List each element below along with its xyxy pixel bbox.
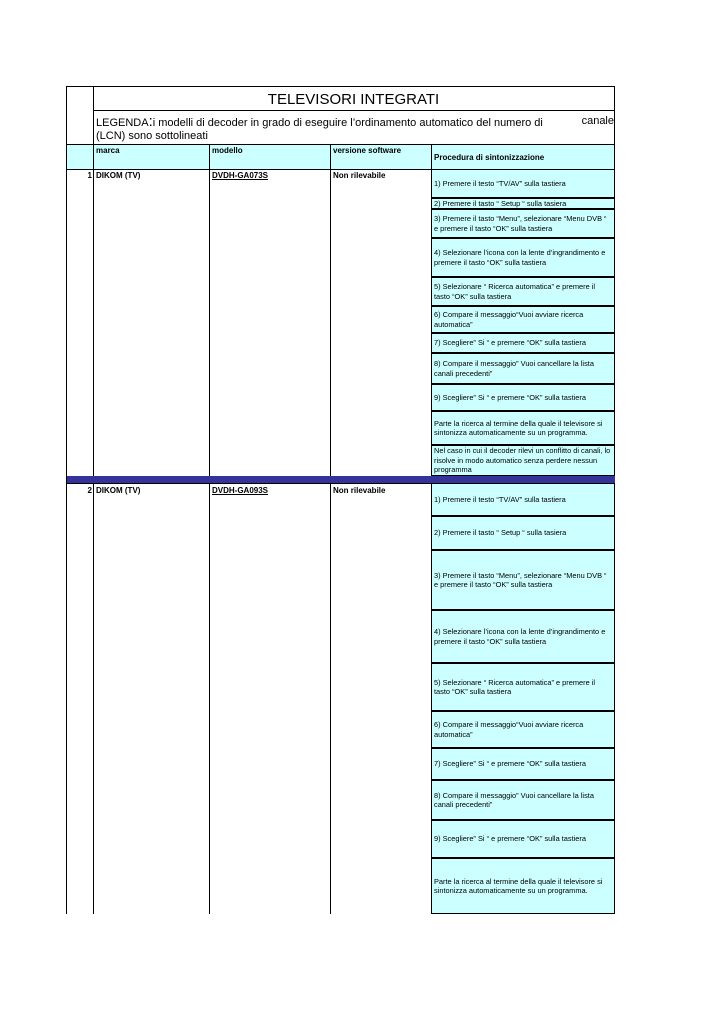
header-divider-2 [330, 144, 331, 169]
row-2-model: DVDH-GA093S [212, 486, 269, 495]
row-2-brand: DIKOM (TV) [96, 486, 141, 495]
legend-line2: (LCN) sono sottolineati [96, 130, 208, 142]
row-2-step-7: 7) Scegliere” Si “ e premere “OK” sulla tastiera [431, 748, 615, 780]
row-2-step-1: 1) Premere il testo “TV/AV” sulla tastiera [431, 483, 615, 516]
row-1-step-7: 7) Scegliere” Si “ e premere “OK” sulla tastiera [431, 333, 615, 353]
legend-colon: : [148, 113, 153, 130]
row-2-software: Non rilevabile [333, 486, 386, 495]
row-2-step-5: 5) Selezionare “ Ricerca automatica” e premere il tasto “OK” sulla tastiera [431, 663, 615, 711]
row-1-number: 1 [87, 171, 92, 180]
row-1-note-1: Parte la ricerca al termine della quale il televisore si sintonizza automaticamente su un programma. [431, 411, 615, 445]
row-1-step-4: 4) Selezionare l’icona con la lente d’ingrandimento e premere il tasto “OK” sulla tastiera [431, 238, 615, 277]
row-2-note-1: Parte la ricerca al termine della quale il televisore si sintonizza automaticamente su un programma. [431, 858, 615, 914]
row-2-step-4: 4) Selezionare l’icona con la lente d’ingrandimento e premere il tasto “OK” sulla tastiera [431, 610, 615, 663]
header-software: versione software [333, 146, 402, 155]
model-column-border [209, 169, 210, 914]
row-2-step-6: 6) Compare il messaggio“Vuoi avviare ricerca automatica” [431, 711, 615, 748]
row-1-step-3: 3) Premere il tasto “Menu”, selezionare “Menu DVB “ e premere il tasto “OK” sulla tastiera [431, 209, 615, 238]
legend-prefix: LEGENDA [96, 117, 149, 129]
page-title: TELEVISORI INTEGRATI [267, 91, 440, 108]
software-column-border [330, 169, 331, 914]
row-1-software: Non rilevabile [333, 171, 386, 180]
legend [96, 115, 614, 143]
number-column-border [93, 86, 94, 914]
row-1-step-2: 2) Premere il tasto “ Setup “ sulla tasiera [431, 198, 615, 209]
row-1-step-6: 6) Compare il messaggio“Vuoi avviare ricerca automatica” [431, 306, 615, 333]
legend-word-end: canale [581, 115, 614, 127]
row-2-number: 2 [87, 486, 92, 495]
header-model: modello [212, 146, 243, 155]
header-divider-1 [209, 144, 210, 169]
header-divider-3 [431, 144, 432, 169]
row-separator [67, 476, 615, 483]
row-2-step-9: 9) Scegliere” Si “ e premere “OK” sulla tastiera [431, 820, 615, 858]
row-2-step-3: 3) Premere il tasto “Menu”, selezionare “Menu DVB “ e premere il tasto “OK” sulla tastiera [431, 550, 615, 610]
row-1-brand: DIKOM (TV) [96, 171, 141, 180]
table-top-border [66, 86, 615, 87]
left-border [66, 86, 67, 914]
row-1-model: DVDH-GA073S [212, 171, 269, 180]
header-divider-4 [614, 144, 615, 169]
row-2-step-8: 8) Compare il messaggio” Vuoi cancellare la lista canali precedenti” [431, 780, 615, 820]
row-1-step-8: 8) Compare il messaggio” Vuoi cancellare la lista canali precedenti” [431, 353, 615, 384]
row-1-note-2: Nel caso in cui il decoder rilevi un conflitto di canali, lo risolve in modo automatico senza perdere nessun programma [431, 445, 615, 476]
header-divider-0 [93, 144, 94, 169]
header-procedure: Procedura di sintonizzazione [434, 153, 545, 162]
header-brand: marca [96, 146, 120, 155]
legend-text: i modelli di decoder in grado di eseguire l’ordinamento automatico del numero di [152, 117, 543, 129]
title-bottom-border [93, 110, 615, 111]
row-1-step-9: 9) Scegliere” Si “ e premere “OK” sulla tastiera [431, 384, 615, 411]
row-1-step-5: 5) Selezionare “ Ricerca automatica” e premere il tasto “OK” sulla tastiera [431, 277, 615, 306]
row-1-step-1: 1) Premere il testo “TV/AV” sulla tastiera [431, 169, 615, 198]
row-2-step-2: 2) Premere il tasto “ Setup “ sulla tasiera [431, 516, 615, 550]
header-top-border [66, 144, 615, 145]
